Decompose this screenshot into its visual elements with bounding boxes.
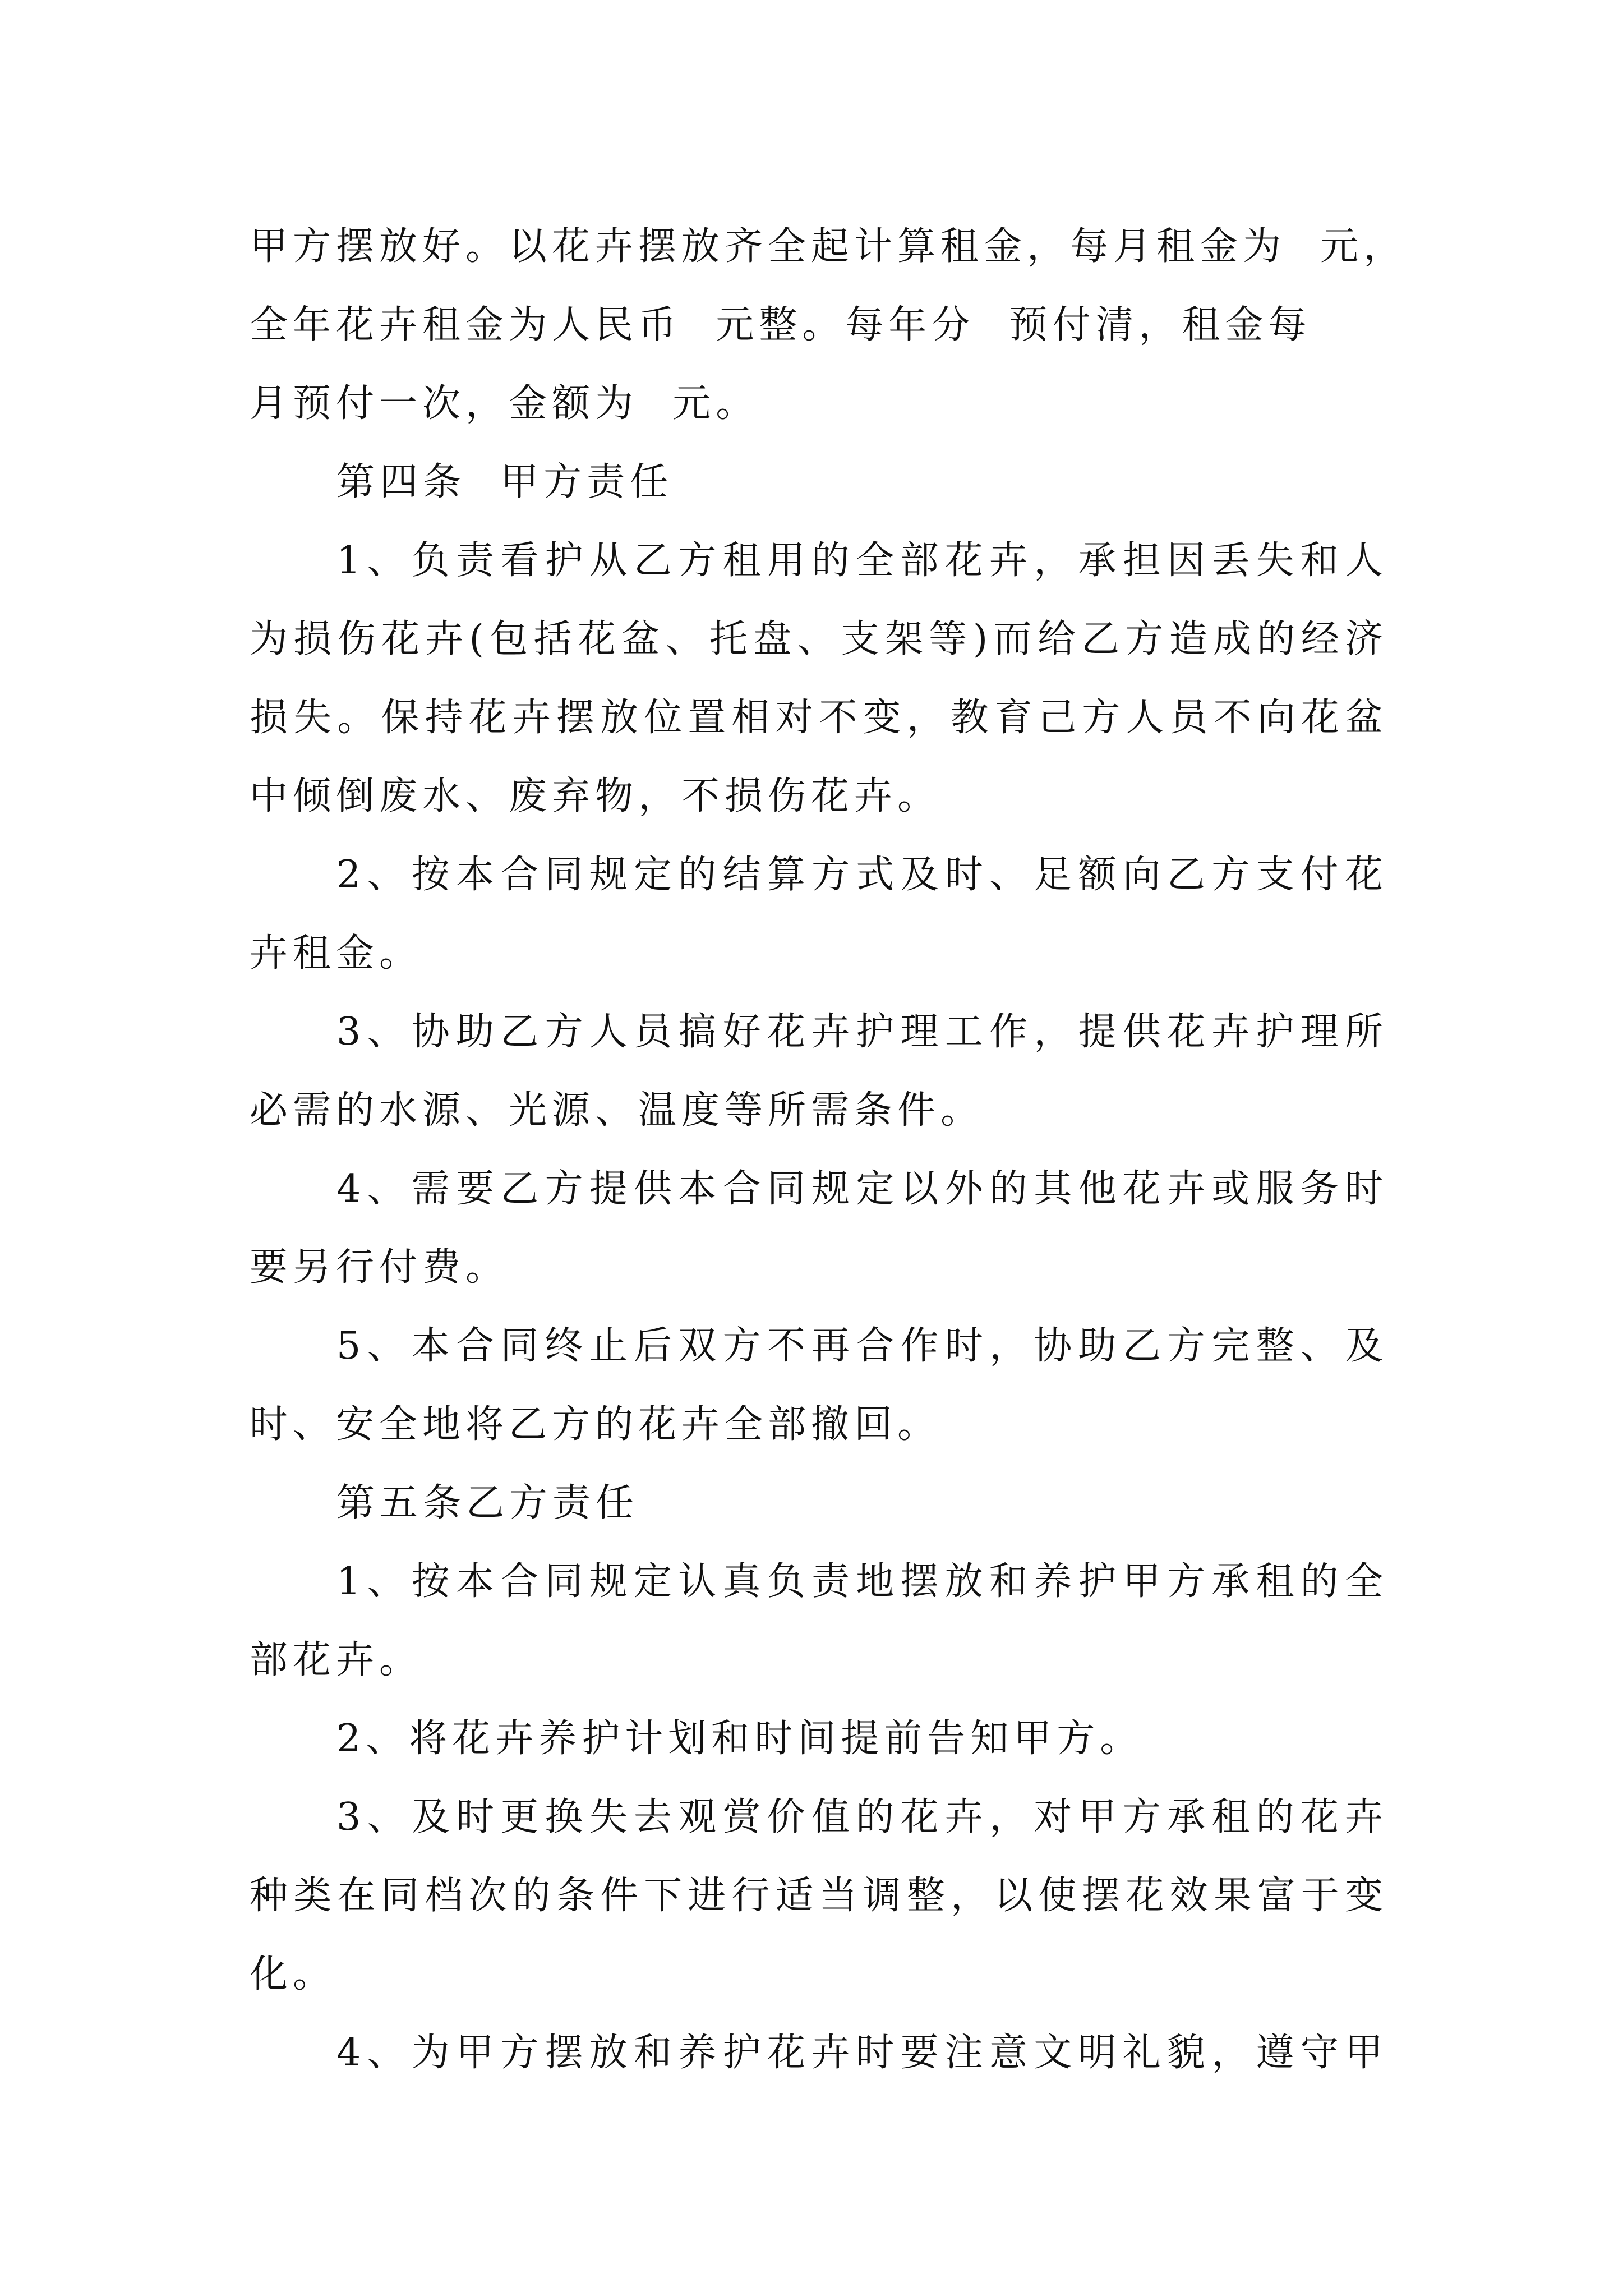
body-line: 2、按本合同规定的结算方式及时、足额向乙方支付花	[336, 853, 1388, 897]
body-line: 1、按本合同规定认真负责地摆放和养护甲方承租的全	[336, 1559, 1388, 1604]
body-line: 卉租金。	[250, 931, 423, 976]
body-line: 必需的水源、光源、温度等所需条件。	[250, 1088, 984, 1133]
body-line: 4、需要乙方提供本合同规定以外的其他花卉或服务时	[336, 1167, 1388, 1211]
body-line: 3、及时更换失去观赏价值的花卉，对甲方承租的花卉	[336, 1795, 1388, 1839]
section-heading: 第四条 甲方责任	[336, 460, 674, 504]
body-line: 甲方摆放好。以花卉摆放齐全起计算租金，每月租金为 元，	[250, 224, 1407, 269]
body-line: 全年花卉租金为人民币 元整。每年分 预付清，租金每	[250, 303, 1312, 347]
body-line: 2、将花卉养护计划和时间提前告知甲方。	[336, 1717, 1144, 1761]
body-line: 3、协助乙方人员搞好花卉护理工作，提供花卉护理所	[336, 1010, 1388, 1054]
body-line: 时、安全地将乙方的花卉全部撤回。	[250, 1402, 941, 1447]
body-line: 4、为甲方摆放和养护花卉时要注意文明礼貌，遵守甲	[336, 2031, 1388, 2075]
body-line: 月预付一次，金额为 元。	[250, 381, 759, 426]
body-line: 1、负责看护从乙方租用的全部花卉，承担因丢失和人	[336, 539, 1388, 583]
body-line: 部花卉。	[250, 1638, 423, 1682]
body-line: 化。	[250, 1952, 336, 1996]
body-line: 5、本合同终止后双方不再合作时，协助乙方完整、及	[336, 1324, 1388, 1368]
body-line: 中倾倒废水、废弃物，不损伤花卉。	[250, 774, 941, 818]
body-line: 为损伤花卉(包括花盆、托盘、支架等)而给乙方造成的经济	[250, 617, 1388, 661]
body-line: 要另行付费。	[250, 1245, 509, 1290]
section-heading: 第五条乙方责任	[336, 1481, 639, 1525]
body-line: 损失。保持花卉摆放位置相对不变，教育己方人员不向花盆	[250, 696, 1388, 740]
body-line: 种类在同档次的条件下进行适当调整，以使摆花效果富于变	[250, 1874, 1388, 1918]
